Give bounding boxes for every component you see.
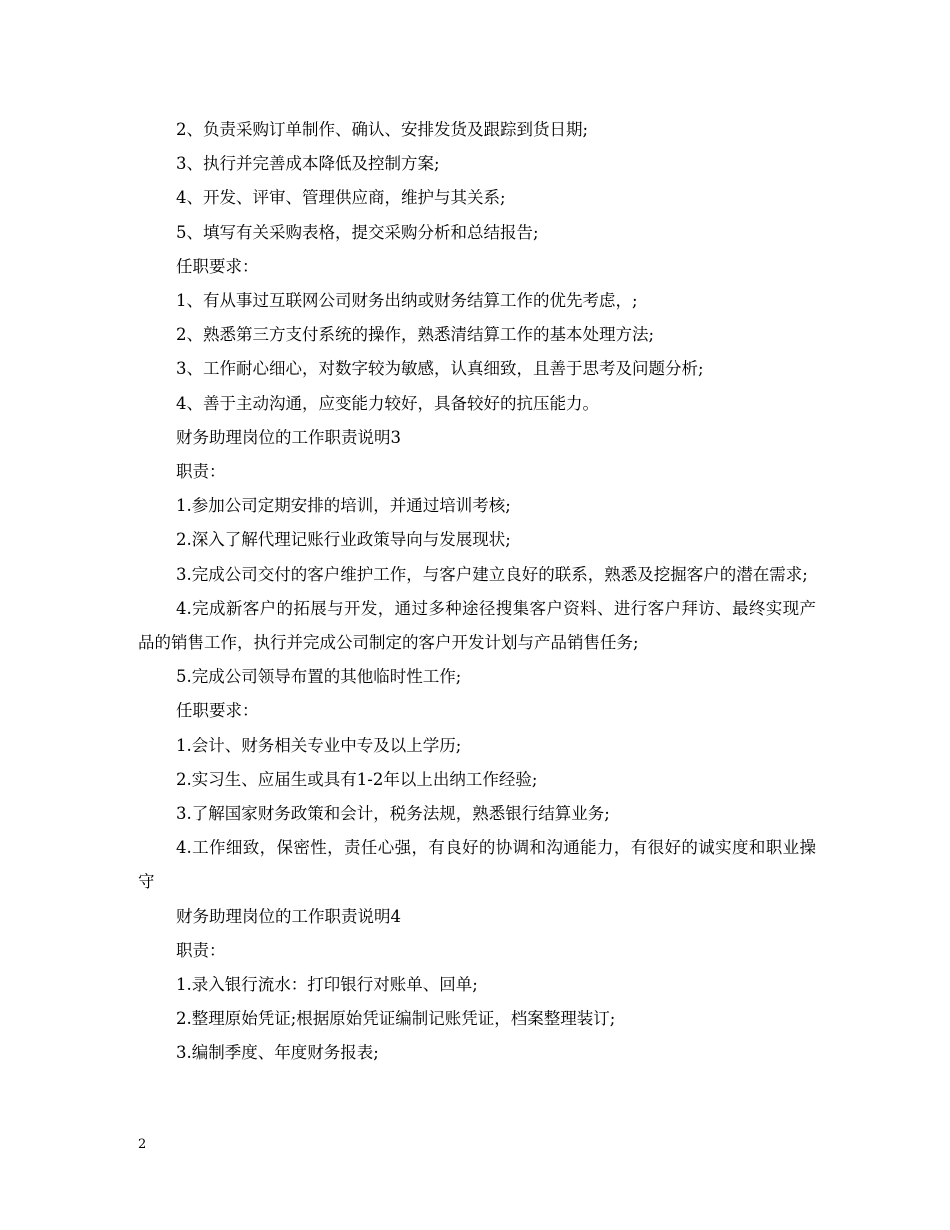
section-heading: 任职要求： — [176, 701, 259, 721]
paragraph: 2.深入了解代理记账行业政策导向与发展现状; — [176, 530, 511, 550]
paragraph: 4.完成新客户的拓展与开发，通过多种途径搜集客户资料、进行客户拜访、最终实现产品的销售工作，执行并完成公司制定的客户开发计划与产品销售任务; — [138, 598, 816, 653]
paragraph: 3、工作耐心细心，对数字较为敏感，认真细致，且善于思考及问题分析; — [176, 359, 704, 379]
section-heading: 职责： — [176, 462, 226, 482]
paragraph: 5.完成公司领导布置的其他临时性工作; — [176, 667, 462, 687]
section-heading: 任职要求： — [176, 256, 259, 276]
paragraph: 2、负责采购订单制作、确认、安排发货及跟踪到货日期; — [176, 120, 589, 139]
paragraph: 3.完成公司交付的客户维护工作，与客户建立良好的联系，熟悉及挖掘客户的潜在需求; — [176, 564, 808, 584]
paragraph: 1.录入银行流水：打印银行对账单、回单; — [176, 975, 478, 995]
paragraph: 1、有从事过互联网公司财务出纳或财务结算工作的优先考虑，; — [176, 291, 638, 311]
paragraph: 1.会计、财务相关专业中专及以上学历; — [176, 735, 462, 755]
paragraph: 5、填写有关采购表格，提交采购分析和总结报告; — [176, 222, 539, 242]
paragraph: 3.编制季度、年度财务报表; — [176, 1043, 379, 1063]
paragraph: 4、善于主动沟通，应变能力较好，具备较好的抗压能力。 — [176, 393, 599, 413]
section-heading: 职责： — [176, 940, 226, 960]
paragraph: 2.实习生、应届生或具有1-2年以上出纳工作经验; — [176, 769, 538, 789]
paragraph: 2.整理原始凭证;根据原始凭证编制记账凭证，档案整理装订; — [176, 1009, 616, 1029]
paragraph: 1.参加公司定期安排的培训，并通过培训考核; — [176, 496, 511, 516]
paragraph: 3、执行并完善成本降低及控制方案; — [176, 154, 440, 174]
section-title: 财务助理岗位的工作职责说明4 — [176, 906, 401, 926]
paragraph: 3.了解国家财务政策和会计，税务法规，熟悉银行结算业务; — [176, 804, 610, 824]
section-title: 财务助理岗位的工作职责说明3 — [176, 427, 401, 447]
paragraph: 4、开发、评审、管理供应商，维护与其关系; — [176, 188, 506, 208]
paragraph: 2、熟悉第三方支付系统的操作，熟悉清结算工作的基本处理方法; — [176, 325, 655, 345]
document-body — [138, 113, 816, 1071]
page-number: 2 — [138, 1137, 147, 1152]
paragraph: 4.工作细致，保密性，责任心强，有良好的协调和沟通能力，有很好的诚实度和职业操守 — [138, 838, 816, 892]
